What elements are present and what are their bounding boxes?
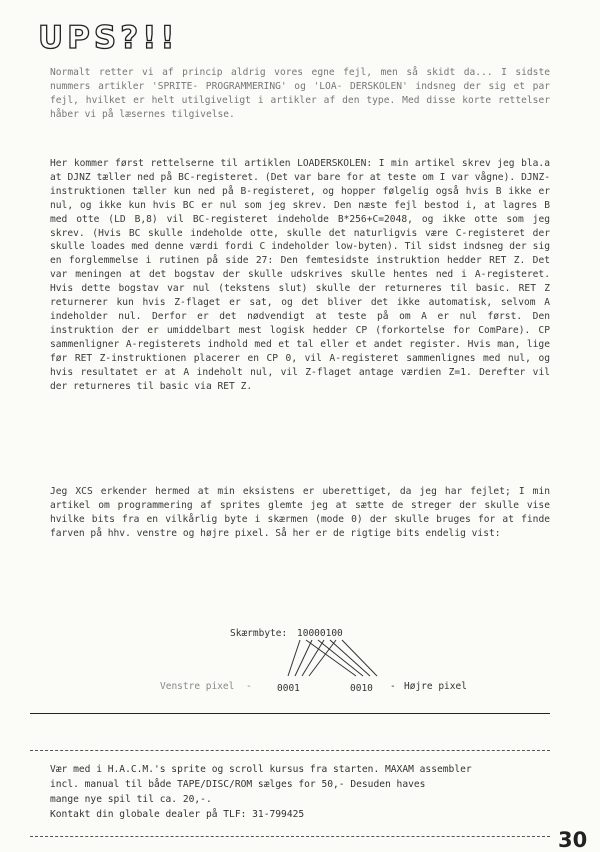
bit-lines xyxy=(288,640,377,676)
footer-line: incl. manual til både TAPE/DISC/ROM sælges for 50,- Desuden haves xyxy=(50,779,426,790)
left-pixel-label: Venstre pixel xyxy=(160,681,235,692)
page-title: UPS?!! xyxy=(38,20,179,56)
byte-value: 10000100 xyxy=(297,628,343,639)
loaderskolen-paragraph: Her kommer først rettelserne til artiklen LOADERSKOLEN: I min artikel skrev jeg bla.a at DJNZ tæller ned på BC-registeret. (Det var bare for at teste om I var vågne). DJNZ-instruktionen tæller kun ned på B-registeret, og hopper følgelig også hvis B ikke er nul, og ikke kun hvis BC er nul som jeg skrev. Den næste fejl bestod i, at lagres B med otte (LD B,8) vil BC-registeret indeholde B*256+C=2048, og ikke otte som jeg skrev. (Hvis BC skulle indeholde otte, skulle det naturligvis være C-registeret der skulle loades med denne værdi fordi C indeholder low-byten). Til sidst indsneg der sig en forglemmelse i rutinen på side 27: Den femtesidste instruktion hedder RET Z. Det var meningen at det bogstav der skulle udskrives skulle hentes ned i A-registeret. Hvis dette bogstav var nul (tekstens slut) skulle der returneres til basic. RET Z returnerer kun hvis Z-flaget er sat, og det bliver det ikke automatisk, selvom A indeholder nul. Derfor er det nødvendigt at teste på om A er nul først. Den instruktion der er umiddelbart mest logisk hedder CP (forkortelse for ComPare). CP sammenligner A-registerets indhold med et tal eller et andet register. Hvis man, lige før RET Z-instruktionen placerer en CP 0, vil A-registeret sammenlignes med nul, og hvis resultatet er at A indeholt nul, vil Z-flaget antage værdien Z=1. Derefter vil der returneres til basic via RET Z. xyxy=(50,158,550,392)
intro-paragraph: Normalt retter vi af princip aldrig vores egne fejl, men så skidt da... I sidste nummers artikler 'SPRITE- PROGRAMMERING' og 'LOA- DERSKOLEN' indsneg der sig et par fejl, hvilket er helt utilgiveligt i artikler af den type. Med disse korte rettelser håber vi på læsernes tilgivelse. xyxy=(50,67,550,120)
left-bits: 0001 xyxy=(277,683,300,694)
right-pixel-label: Højre pixel xyxy=(404,681,467,692)
section-divider xyxy=(30,713,550,714)
footer-line: Vær med i H.A.C.M.'s sprite og scroll kursus fra starten. MAXAM assembler xyxy=(50,764,472,775)
footer-line: Kontakt din globale dealer på TLF: 31-799425 xyxy=(50,809,305,820)
left-dash: - xyxy=(246,681,252,692)
sprite-paragraph: Jeg XCS erkender hermed at min eksistens er uberettiget, da jeg har fejlet; I min artikel om programmering af sprites glemte jeg at sætte de streger der skulle vise hvilke bits fra en vilkårlig byte i skærmen (mode 0) der skulle bruges for at finde farven på hhv. venstre og højre pixel. Så her er de rigtige bits endelig vist: xyxy=(50,486,550,539)
footer-bottom-border xyxy=(30,836,550,837)
right-bits: 0010 xyxy=(350,683,373,694)
footer-ad xyxy=(50,762,550,822)
page-number: 30 xyxy=(558,828,588,852)
footer-top-border xyxy=(30,750,550,751)
pixel-bits-diagram xyxy=(150,615,500,700)
byte-label: Skærmbyte: xyxy=(230,628,288,639)
footer-line: mange nye spil til ca. 20,-. xyxy=(50,794,212,805)
right-dash: - xyxy=(390,681,396,692)
